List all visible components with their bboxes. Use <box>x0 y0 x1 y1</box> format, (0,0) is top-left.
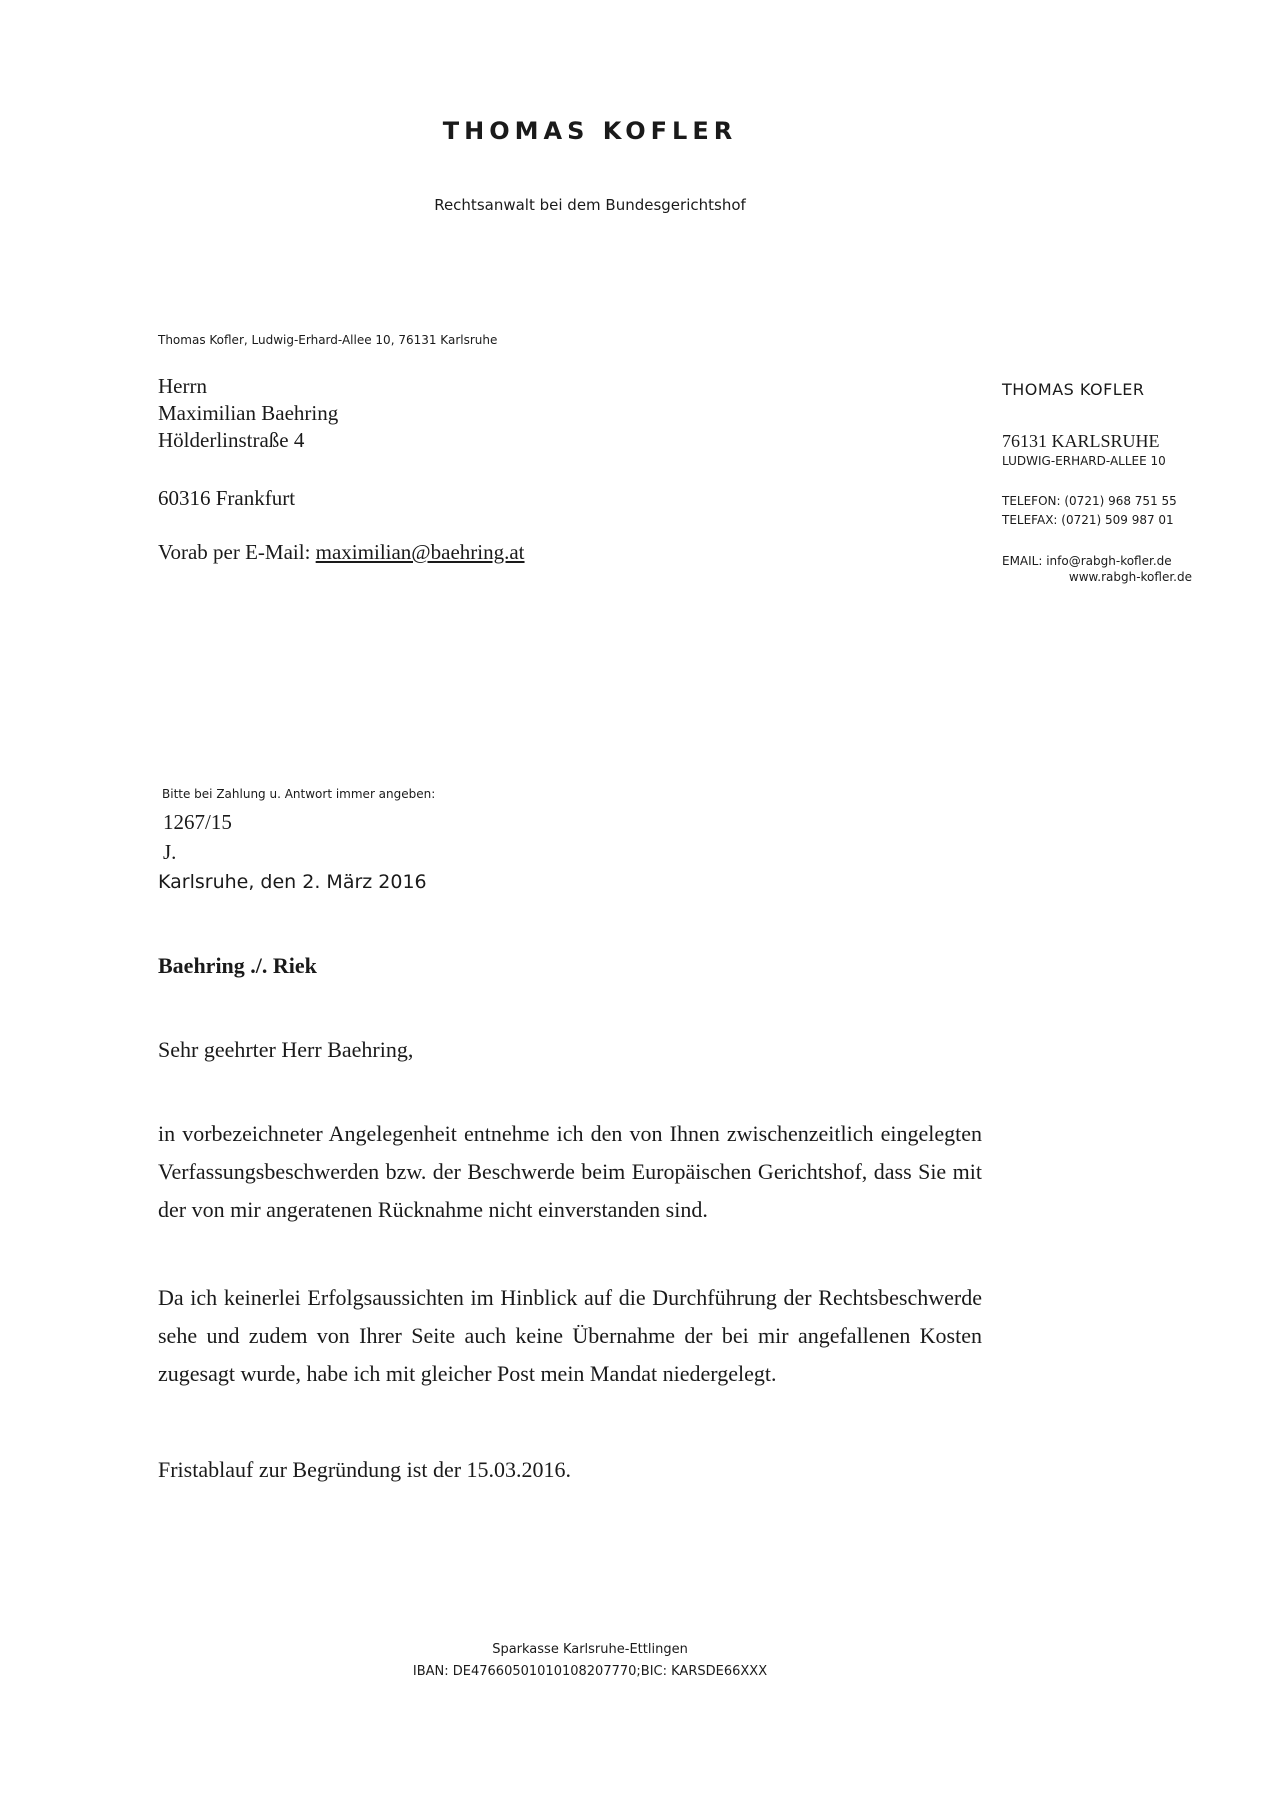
contact-street: LUDWIG-ERHARD-ALLEE 10 <box>1002 454 1166 468</box>
footer-iban: IBAN: DE47660501010108207770;BIC: KARSDE66XXX <box>412 1664 768 1679</box>
recipient-address <box>158 373 338 454</box>
recipient-name: Maximilian Baehring <box>158 401 339 425</box>
recipient-city: 60316 Frankfurt <box>158 486 296 510</box>
recipient-salutation-word: Herrn <box>158 374 207 398</box>
contact-telephone: TELEFON: (0721) 968 751 55 <box>1002 494 1177 508</box>
contact-email[interactable]: EMAIL: info@rabgh-kofler.de <box>1002 554 1172 568</box>
body-paragraph-1: in vorbezeichneter Angelegenheit entnehme ich den von Ihnen zwischenzeitlich eingelegten Verfassungsbeschwerden bzw. der Beschwerde beim Europäischen Gerichtshof, dass Sie mit der von mir angeratenen Rücknahme nicht einverstanden sind. <box>158 1121 982 1222</box>
recipient-email-link[interactable]: maximilian@baehring.at <box>315 540 525 564</box>
contact-name: THOMAS KOFLER <box>1002 380 1145 399</box>
reference-hint: Bitte bei Zahlung u. Antwort immer angeben: <box>162 787 436 801</box>
body-paragraph-2: Da ich keinerlei Erfolgsaussichten im Hinblick auf die Durchführung der Rechtsbeschwerde sehe und zudem von Ihrer Seite auch keine Übernahme der bei mir angefallenen Kosten zugesagt wurde, habe ich mit gleicher Post mein Mandat niedergelegt. <box>158 1285 982 1386</box>
body-paragraph-3: Fristablauf zur Begründung ist der 15.03.2016. <box>158 1457 572 1482</box>
date-line: Karlsruhe, den 2. März 2016 <box>158 871 427 893</box>
sender-return-address: Thomas Kofler, Ludwig-Erhard-Allee 10, 76131 Karlsruhe <box>158 333 498 347</box>
salutation: Sehr geehrter Herr Baehring, <box>158 1037 414 1062</box>
contact-city: 76131 KARLSRUHE <box>1002 431 1160 451</box>
contact-fax: TELEFAX: (0721) 509 987 01 <box>1002 513 1174 527</box>
letterhead-subtitle: Rechtsanwalt bei dem Bundesgerichtshof <box>434 196 746 214</box>
contact-block <box>1002 380 1192 587</box>
advance-email-label: Vorab per E-Mail: <box>158 540 311 564</box>
reference-number: 1267/15 <box>163 810 232 834</box>
contact-website[interactable]: www.rabgh-kofler.de <box>1068 570 1192 584</box>
recipient-street: Hölderlinstraße 4 <box>158 428 305 452</box>
letterhead-name: THOMAS KOFLER <box>442 117 738 145</box>
advance-email-line <box>158 540 525 565</box>
subject-line: Baehring ./. Riek <box>158 953 317 978</box>
reference-initial: J. <box>163 840 177 864</box>
footer-bank-name: Sparkasse Karlsruhe-Ettlingen <box>492 1642 688 1657</box>
